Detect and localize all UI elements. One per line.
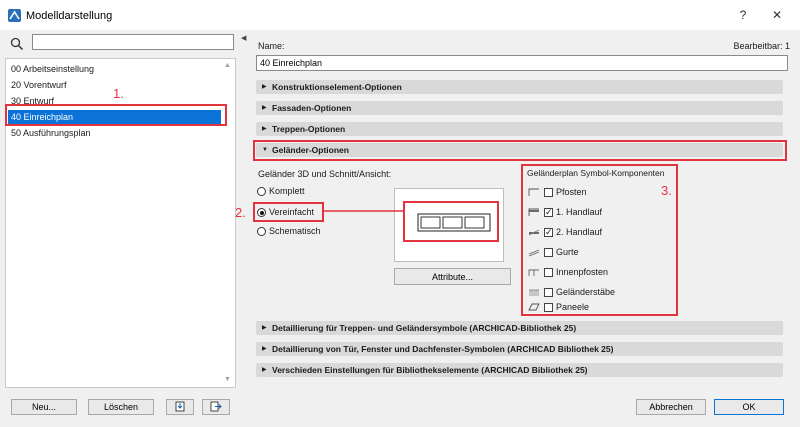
component-label: Gurte <box>556 247 579 257</box>
highlight-box-3 <box>521 164 678 316</box>
section-label: Detaillierung von Tür, Fenster und Dachfenster-Symbolen (ARCHICAD Bibliothek 25) <box>272 344 614 354</box>
help-button[interactable]: ? <box>739 8 747 22</box>
section-library-settings[interactable] <box>256 363 783 377</box>
annotation-1: 1. <box>113 86 124 101</box>
list-item[interactable]: 20 Vorentwurf <box>11 80 67 90</box>
caret-right-icon: ▶ <box>262 105 267 111</box>
section-door-window-detail[interactable] <box>256 342 783 356</box>
section-stair-railing-detail[interactable] <box>256 321 783 335</box>
section-label: Fassaden-Optionen <box>272 103 352 113</box>
new-button[interactable]: Neu... <box>11 399 77 415</box>
list-item[interactable]: 30 Entwurf <box>11 96 55 106</box>
caret-right-icon: ▶ <box>262 325 267 331</box>
list-item-selected[interactable]: 40 Einreichplan <box>8 110 221 124</box>
close-button[interactable]: ✕ <box>771 8 783 22</box>
annotation-3: 3. <box>661 183 672 198</box>
caret-down-icon: ▼ <box>262 147 268 153</box>
section-label: Detaillierung für Treppen- und Geländersymbole (ARCHICAD-Bibliothek 25) <box>272 323 577 333</box>
collapse-left-icon[interactable]: ◀ <box>241 35 247 42</box>
list-item[interactable]: 50 Ausführungsplan <box>11 128 91 138</box>
caret-right-icon: ▶ <box>262 84 267 90</box>
ok-button[interactable]: OK <box>714 399 784 415</box>
caret-right-icon: ▶ <box>262 346 267 352</box>
component-label: Paneele <box>556 302 590 312</box>
radio-label: Komplett <box>269 186 305 196</box>
radio-label: Vereinfacht <box>269 207 315 217</box>
component-label: Innenpfosten <box>556 267 609 277</box>
window-title: Modelldarstellung <box>26 10 113 22</box>
component-label: 1. Handlauf <box>556 207 603 217</box>
section-label: Geländer-Optionen <box>272 145 349 155</box>
annotation-2: 2. <box>235 205 246 220</box>
section-label: Konstruktionselement-Optionen <box>272 82 402 92</box>
component-label: 2. Handlauf <box>556 227 603 237</box>
caret-right-icon: ▶ <box>262 126 267 132</box>
section-label: Verschieden Einstellungen für Bibliothekselemente (ARCHICAD Bibliothek 25) <box>272 365 588 375</box>
name-label: Name: <box>258 41 285 51</box>
cancel-button[interactable]: Abbrechen <box>636 399 706 415</box>
railing-3d-label: Geländer 3D und Schnitt/Ansicht: <box>258 169 392 179</box>
component-label: Pfosten <box>556 187 587 197</box>
component-label: Geländerstäbe <box>556 287 616 297</box>
components-label: Geländerplan Symbol-Komponenten <box>527 168 665 178</box>
attribute-button[interactable]: Attribute... <box>394 268 511 285</box>
radio-label: Schematisch <box>269 226 321 236</box>
scroll-down-icon[interactable]: ▼ <box>224 376 231 383</box>
list-item[interactable]: 00 Arbeitseinstellung <box>11 64 95 74</box>
delete-button[interactable]: Löschen <box>88 399 154 415</box>
section-label: Treppen-Optionen <box>272 124 346 134</box>
caret-right-icon: ▶ <box>262 367 267 373</box>
editable-count: Bearbeitbar: 1 <box>733 41 790 51</box>
scroll-up-icon[interactable]: ▲ <box>224 62 231 69</box>
